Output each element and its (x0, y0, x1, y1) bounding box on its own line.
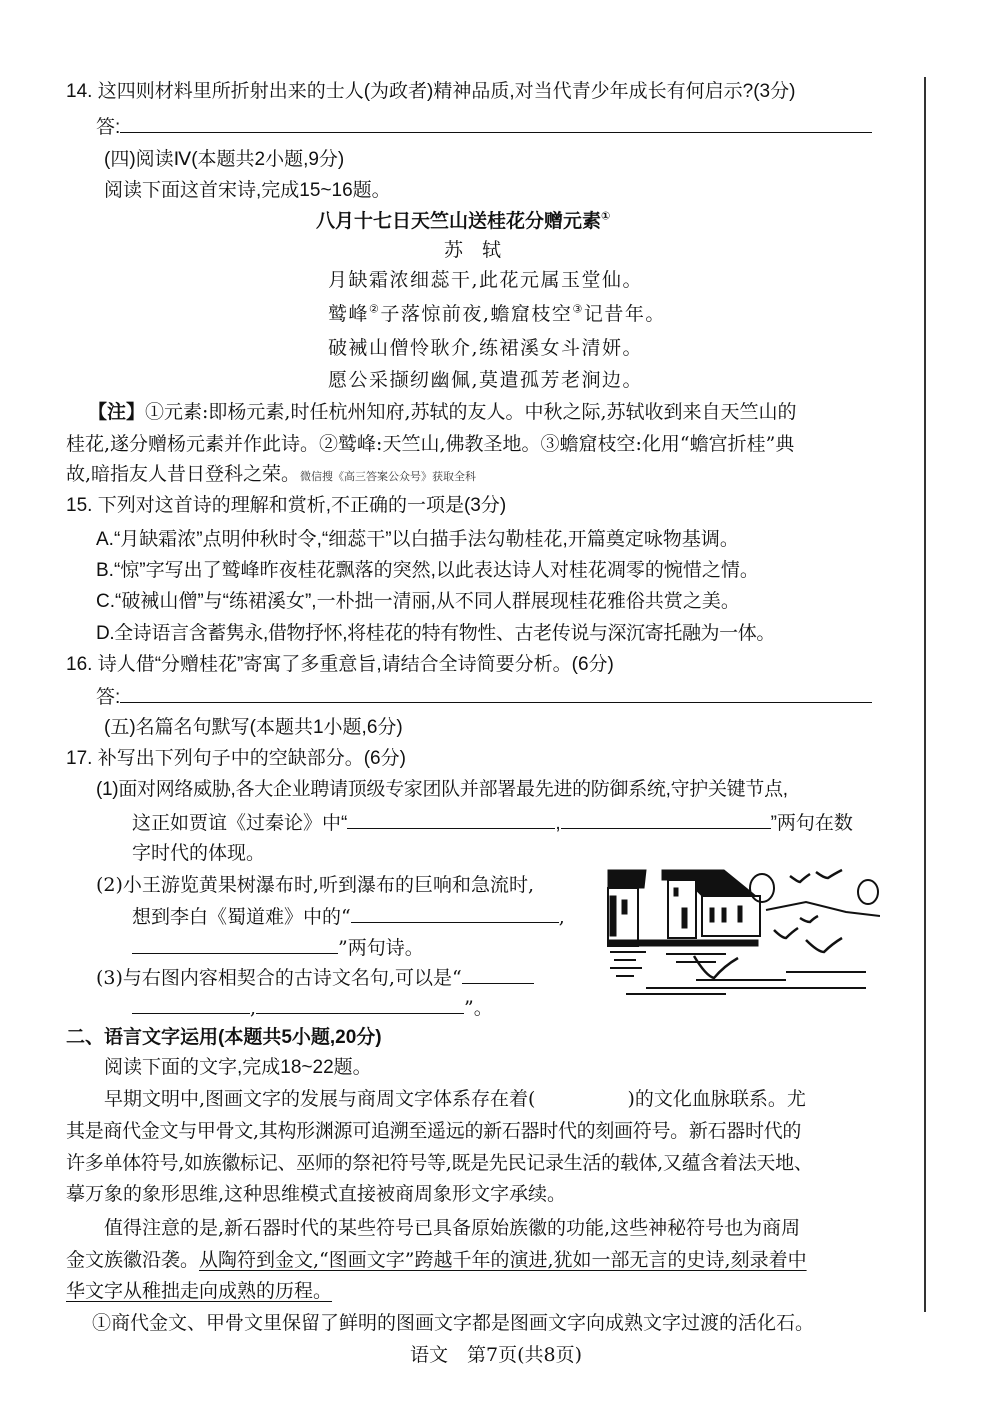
part-2-instruction: 阅读下面的文字,完成18~22题。 (104, 1057, 372, 1078)
tree (750, 874, 774, 902)
part-2-heading: 二、语言文字运用(本题共5小题,20分) (66, 1027, 382, 1048)
poem-line-4: 愿公采撷纫幽佩,莫遣孤芳老涧边。 (328, 369, 644, 391)
river-town-illustration (606, 866, 880, 998)
answer-label: 答: (96, 117, 121, 138)
question-17: 17. 补写出下列句子中的空缺部分。(6分) (66, 748, 406, 769)
passage-text: )的文化血脉联系。尤 (627, 1088, 806, 1110)
poem-line-2-part: 鹫峰 (328, 303, 370, 325)
question-16: 16. 诗人借“分赠桂花”寄寓了多重意旨,请结合全诗简要分析。(6分) (66, 654, 614, 675)
fill-blank-2a[interactable] (351, 904, 559, 923)
poem-line-3: 破裓山僧怜耿介,练裙溪女斗清妍。 (328, 337, 644, 359)
house-roof (608, 870, 646, 888)
q17-item-1-line-1: (1)面对网络威胁,各大企业聘请顶级专家团队并部署最先进的防御系统,守护关键节点, (96, 779, 788, 800)
seagull (694, 956, 738, 978)
q17-item-1-line-3: 字时代的体现。 (132, 843, 266, 864)
notes-text: ①元素:即杨元素,时任杭州知府,苏轼的友人。中秋之际,苏轼收到来自天竺山的 (145, 401, 797, 423)
question-15: 15. 下列对这首诗的理解和赏析,不正确的一项是(3分) (66, 495, 507, 516)
poem-title (316, 210, 610, 234)
passage-p2-line-2 (66, 1248, 807, 1272)
q17-item-3-line-1 (96, 965, 534, 990)
passage-p1-line-1 (104, 1087, 806, 1111)
passage-p1-line-4: 摹万象的象形思维,这种思维模式直接被商周象形文字承续。 (66, 1183, 567, 1205)
q17-item-1-line-2 (132, 810, 853, 836)
passage-p1-line-3: 许多单体符号,如族徽标记、巫师的祭祀符号等,既是先民记录生活的载体,又蕴含着法天地、 (66, 1152, 813, 1174)
passage-text: 金文族徽沿袭。 (66, 1249, 200, 1271)
underlined-sentence: 华文字从稚拙走向成熟的历程。 (66, 1280, 333, 1302)
poem-note-ref-2: ② (369, 302, 381, 316)
embankment (608, 940, 758, 946)
q17-item-3-line-2 (132, 995, 493, 1020)
house-window (622, 900, 627, 914)
q17-comma: , (558, 906, 565, 928)
seagull (790, 874, 810, 882)
q17-comma: , (250, 997, 257, 1019)
q17-item-2-line-3 (132, 935, 424, 960)
q17-text: 想到李白《蜀道难》中的“ (132, 906, 351, 928)
poem-title-text: 八月十七日天竺山送桂花分赠元素 (316, 211, 602, 232)
notes-line-2: 桂花,遂分赠杨元素并作此诗。②鹫峰:天竺山,佛教圣地。③蟾窟枝空:化用“蟾宫折桂”典 (66, 433, 795, 455)
answer-blank-16[interactable] (120, 684, 872, 703)
house-window (722, 908, 726, 922)
house-door (610, 896, 616, 936)
fill-blank-1a[interactable] (347, 810, 555, 829)
house-door (682, 908, 687, 928)
q17-text: 这正如贾谊《过秦论》中“ (132, 813, 348, 834)
option-a[interactable]: A.“月缺霜浓”点明仲秋时令,“细蕊干”以白描手法勾勒桂花,开篇奠定咏物基调。 (96, 529, 739, 550)
q17-item-2-line-2 (132, 904, 565, 929)
notes-label: 【注】 (88, 402, 146, 423)
section-4-instruction: 阅读下面这首宋诗,完成15~16题。 (104, 180, 391, 201)
q17-comma: , (555, 813, 561, 834)
passage-p2-line-3 (66, 1279, 332, 1303)
passage-p3-line-1: ①商代金文、甲骨文里保留了鲜明的图画文字都是图画文字向成熟文字过渡的活化石。 (92, 1312, 815, 1334)
seagull (806, 938, 842, 952)
poem-line-2 (328, 302, 666, 326)
option-b[interactable]: B.“惊”字写出了鹫峰昨夜桂花飘落的突然,以此表达诗人对桂花凋零的惋惜之情。 (96, 560, 759, 581)
passage-p2-line-1: 值得注意的是,新石器时代的某些符号已具备原始族徽的功能,这些神秘符号也为商周 (104, 1217, 801, 1239)
answer-line-14 (96, 114, 872, 140)
fill-blank-2b[interactable] (132, 935, 338, 954)
poem-line-2-part: 子落惊前夜,蟾窟枝空 (380, 303, 573, 325)
option-c[interactable]: C.“破裓山僧”与“练裙溪女”,一朴拙一清丽,从不同人群展现桂花雅俗共赏之美。 (96, 591, 740, 612)
house-roof (662, 870, 700, 880)
house-window (710, 908, 714, 922)
poem-title-note: ① (601, 210, 611, 223)
far-shore (766, 902, 880, 916)
seagull (800, 916, 818, 922)
notes-text: 故,暗指友人昔日登科之荣。 (66, 463, 301, 485)
poem-note-ref-3: ③ (572, 302, 584, 316)
fill-blank-3a[interactable] (462, 965, 534, 984)
passage-text: 早期文明中,图画文字的发展与商周文字体系存在着( (104, 1088, 536, 1110)
q17-item-2-line-1: (2)小王游览黄果树瀑布时,听到瀑布的巨响和急流时, (96, 874, 534, 896)
watermark-text: 微信搜《高三答案公众号》获取全科 (300, 471, 477, 483)
poem-line-1: 月缺霜浓细蕊干,此花元属玉堂仙。 (328, 269, 644, 291)
option-d[interactable]: D.全诗语言含蓄隽永,借物抒怀,将桂花的特有物性、古老传说与深沉寄托融为一体。 (96, 623, 775, 644)
poem-line-2-part: 记昔年。 (583, 303, 666, 325)
q17-text: ”两句在数 (770, 813, 853, 834)
page-margin-line (924, 77, 926, 1312)
q17-text: ”两句诗。 (338, 937, 424, 959)
answer-label: 答: (96, 687, 121, 708)
section-4-heading: (四)阅读Ⅳ(本题共2小题,9分) (104, 149, 345, 170)
seagull (816, 870, 842, 878)
notes-line-1 (88, 400, 797, 425)
house-window (674, 888, 678, 896)
underlined-sentence: 从陶符到金文,“图画文字”跨越千年的演进,犹如一部无言的史诗,刻录着中 (199, 1249, 807, 1271)
answer-blank-14[interactable] (120, 114, 872, 133)
poem-author: 苏 轼 (444, 239, 502, 261)
fill-blank-1b[interactable] (561, 810, 771, 829)
answer-line-16 (96, 684, 872, 710)
notes-line-3 (66, 462, 476, 489)
q17-text: ”。 (464, 997, 493, 1019)
seagull (774, 928, 798, 938)
passage-p1-line-2: 其是商代金文与甲骨文,其构形渊源可追溯至遥远的新石器时代的刻画符号。新石器时代的 (66, 1120, 802, 1142)
page-footer: 语文 第7页(共8页) (409, 1344, 582, 1366)
house-window (738, 906, 742, 922)
tree (858, 880, 878, 904)
fill-blank-3b[interactable] (256, 995, 464, 1014)
section-5-heading: (五)名篇名句默写(本题共1小题,6分) (104, 717, 403, 738)
q17-text: (3)与右图内容相契合的古诗文名句,可以是“ (96, 967, 462, 989)
fill-blank-3a-cont[interactable] (132, 995, 250, 1014)
question-14: 14. 这四则材料里所折射出来的士人(为政者)精神品质,对当代青少年成长有何启示?(3分) (66, 81, 796, 102)
